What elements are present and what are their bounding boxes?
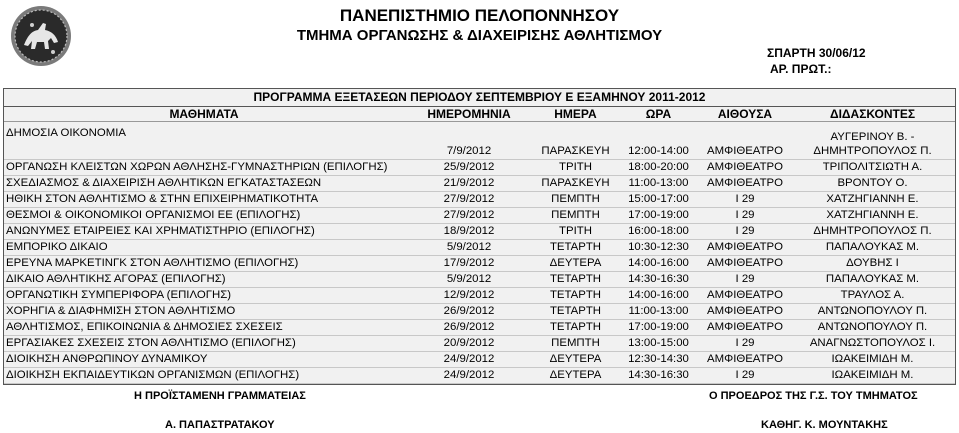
date-cell: 24/9/2012	[404, 368, 534, 384]
date-cell: 27/9/2012	[404, 208, 534, 224]
date-cell: 26/9/2012	[404, 304, 534, 320]
room-cell: Ι 29	[700, 192, 790, 208]
teacher-cell: ΧΑΤΖΗΓΙΑΝΝΗ Ε.	[790, 208, 955, 224]
course-cell: ΔΗΜΟΣΙΑ ΟΙΚΟΝΟΜΙΑ	[4, 122, 404, 160]
teacher-line: ΔΗΜΗΤΡΟΠΟΥΛΟΣ Π.	[813, 145, 932, 157]
time-cell: 14:30-16:30	[617, 272, 700, 288]
table-row	[4, 192, 955, 208]
col-day: ΗΜΕΡΑ	[534, 107, 617, 122]
teacher-cell: ΑΝΤΩΝΟΠΟΥΛΟΥ Π.	[790, 320, 955, 336]
time-cell: 12:00-14:00	[617, 122, 700, 160]
table-row	[4, 304, 955, 320]
room-cell: Ι 29	[700, 272, 790, 288]
table-row	[4, 160, 955, 176]
table-row	[4, 240, 955, 256]
date-cell: 21/9/2012	[404, 176, 534, 192]
table-row	[4, 368, 955, 384]
secretariat-head-title: Η ΠΡΟΪΣΤΑΜΕΝΗ ΓΡΑΜΜΑΤΕΙΑΣ	[134, 390, 306, 402]
room-cell: ΑΜΦΙΘΕΑΤΡΟ	[700, 304, 790, 320]
protocol-number: ΑΡ. ΠΡΩΤ.:	[770, 62, 832, 76]
teacher-cell: ΙΩΑΚΕΙΜΙΔΗ Μ.	[790, 368, 955, 384]
course-cell: ΣΧΕΔΙΑΣΜΟΣ & ΔΙΑΧΕΙΡΙΣΗ ΑΘΛΗΤΙΚΩΝ ΕΓΚΑΤΑΣΤΑΣΕΩΝ	[4, 176, 404, 192]
day-cell: ΠΕΜΠΤΗ	[534, 208, 617, 224]
col-time: ΩΡΑ	[617, 107, 700, 122]
table-row	[4, 208, 955, 224]
day-cell: ΠΕΜΠΤΗ	[534, 336, 617, 352]
room-cell: Ι 29	[700, 368, 790, 384]
teacher-cell: ΤΡΑΥΛΟΣ Α.	[790, 288, 955, 304]
date-cell: 25/9/2012	[404, 160, 534, 176]
room-cell: ΑΜΦΙΘΕΑΤΡΟ	[700, 352, 790, 368]
date-cell: 12/9/2012	[404, 288, 534, 304]
time-cell: 14:00-16:00	[617, 288, 700, 304]
time-cell: 16:00-18:00	[617, 224, 700, 240]
secretariat-head-name: Α. ΠΑΠΑΣΤΡΑΤΑΚΟΥ	[165, 419, 275, 431]
room-cell: Ι 29	[700, 208, 790, 224]
day-cell: ΔΕΥΤΕΡΑ	[534, 352, 617, 368]
course-cell: ΕΡΕΥΝΑ ΜΑΡΚΕΤΙΝΓΚ ΣΤΟΝ ΑΘΛΗΤΙΣΜΟ (ΕΠΙΛΟΓΗΣ)	[4, 256, 404, 272]
schedule-table	[4, 107, 955, 384]
university-title: ΠΑΝΕΠΙΣΤΗΜΙΟ ΠΕΛΟΠΟΝΝΗΣΟΥ	[339, 6, 620, 25]
time-cell: 14:00-16:00	[617, 256, 700, 272]
teacher-cell: ΑΝΤΩΝΟΠΟΥΛΟΥ Π.	[790, 304, 955, 320]
teacher-cell: ΔΗΜΗΤΡΟΠΟΥΛΟΣ Π.	[790, 224, 955, 240]
day-cell: ΤΕΤΑΡΤΗ	[534, 240, 617, 256]
teacher-cell: ΙΩΑΚΕΙΜΙΔΗ Μ.	[790, 352, 955, 368]
room-cell: ΑΜΦΙΘΕΑΤΡΟ	[700, 122, 790, 160]
date-cell: 7/9/2012	[404, 122, 534, 160]
course-cell: ΔΙΟΙΚΗΣΗ ΑΝΘΡΩΠΙΝΟΥ ΔΥΝΑΜΙΚΟΥ	[4, 352, 404, 368]
table-row	[4, 256, 955, 272]
course-cell: ΕΜΠΟΡΙΚΟ ΔΙΚΑΙΟ	[4, 240, 404, 256]
time-cell: 13:00-15:00	[617, 336, 700, 352]
course-cell: ΑΘΛΗΤΙΣΜΟΣ, ΕΠΙΚΟΙΝΩΝΙΑ & ΔΗΜΟΣΙΕΣ ΣΧΕΣΕΙΣ	[4, 320, 404, 336]
president-title: Ο ΠΡΟΕΔΡΟΣ ΤΗΣ Γ.Σ. ΤΟΥ ΤΜΗΜΑΤΟΣ	[709, 390, 918, 402]
date-cell: 27/9/2012	[404, 192, 534, 208]
day-cell: ΤΕΤΑΡΤΗ	[534, 272, 617, 288]
date-cell: 26/9/2012	[404, 320, 534, 336]
teacher-cell: ΠΑΠΑΛΟΥΚΑΣ Μ.	[790, 272, 955, 288]
table-row	[4, 224, 955, 240]
day-cell: ΤΕΤΑΡΤΗ	[534, 288, 617, 304]
room-cell: Ι 29	[700, 224, 790, 240]
course-cell: ΑΝΩΝΥΜΕΣ ΕΤΑΙΡΕΙΕΣ ΚΑΙ ΧΡΗΜΑΤΙΣΤΗΡΙΟ (ΕΠΙΛΟΓΗΣ)	[4, 224, 404, 240]
teacher-cell: ΤΡΙΠΟΛΙΤΣΙΩΤΗ Α.	[790, 160, 955, 176]
date-cell: 5/9/2012	[404, 240, 534, 256]
course-cell: ΗΘΙΚΗ ΣΤΟΝ ΑΘΛΗΤΙΣΜΟ & ΣΤΗΝ ΕΠΙΧΕΙΡΗΜΑΤΙΚΟΤΗΤΑ	[4, 192, 404, 208]
course-cell: ΔΙΚΑΙΟ ΑΘΛΗΤΙΚΗΣ ΑΓΟΡΑΣ (ΕΠΙΛΟΓΗΣ)	[4, 272, 404, 288]
time-cell: 11:00-13:00	[617, 176, 700, 192]
table-row	[4, 272, 955, 288]
col-date: ΗΜΕΡΟΜΗΝΙΑ	[404, 107, 534, 122]
table-row	[4, 176, 955, 192]
course-cell: ΔΙΟΙΚΗΣΗ ΕΚΠΑΙΔΕΥΤΙΚΩΝ ΟΡΓΑΝΙΣΜΩΝ (ΕΠΙΛΟΓΗΣ)	[4, 368, 404, 384]
time-cell: 10:30-12:30	[617, 240, 700, 256]
time-cell: 18:00-20:00	[617, 160, 700, 176]
time-cell: 17:00-19:00	[617, 208, 700, 224]
room-cell: Ι 29	[700, 336, 790, 352]
teacher-cell	[790, 122, 955, 160]
room-cell: ΑΜΦΙΘΕΑΤΡΟ	[700, 176, 790, 192]
exam-schedule	[3, 88, 956, 385]
course-cell: ΘΕΣΜΟΙ & ΟΙΚΟΝΟΜΙΚΟΙ ΟΡΓΑΝΙΣΜΟΙ ΕΕ (ΕΠΙΛΟΓΗΣ)	[4, 208, 404, 224]
room-cell: ΑΜΦΙΘΕΑΤΡΟ	[700, 160, 790, 176]
date-cell: 24/9/2012	[404, 352, 534, 368]
teacher-cell: ΑΝΑΓΝΩΣΤΟΠΟΥΛΟΣ Ι.	[790, 336, 955, 352]
table-row	[4, 288, 955, 304]
schedule-title: ΠΡΟΓΡΑΜΜΑ ΕΞΕΤΑΣΕΩΝ ΠΕΡΙΟΔΟΥ ΣΕΠΤΕΜΒΡΙΟΥ Ε ΕΞΑΜΗΝΟΥ 2011-2012	[4, 89, 955, 107]
time-cell: 12:30-14:30	[617, 352, 700, 368]
course-cell: ΟΡΓΑΝΩΤΙΚΗ ΣΥΜΠΕΡΙΦΟΡΑ (ΕΠΙΛΟΓΗΣ)	[4, 288, 404, 304]
day-cell: ΔΕΥΤΕΡΑ	[534, 256, 617, 272]
table-row	[4, 352, 955, 368]
date-cell: 18/9/2012	[404, 224, 534, 240]
col-course: ΜΑΘΗΜΑΤΑ	[4, 107, 404, 122]
date-cell: 20/9/2012	[404, 336, 534, 352]
day-cell: ΤΕΤΑΡΤΗ	[534, 304, 617, 320]
teacher-cell: ΧΑΤΖΗΓΙΑΝΝΗ Ε.	[790, 192, 955, 208]
teacher-cell: ΔΟΥΒΗΣ Ι	[790, 256, 955, 272]
date-cell: 17/9/2012	[404, 256, 534, 272]
table-row	[4, 320, 955, 336]
teacher-line: ΑΥΓΕΡΙΝΟΥ Β. -	[830, 131, 915, 143]
room-cell: ΑΜΦΙΘΕΑΤΡΟ	[700, 240, 790, 256]
day-cell: ΤΕΤΑΡΤΗ	[534, 320, 617, 336]
place-date: ΣΠΑΡΤΗ 30/06/12	[767, 46, 866, 60]
president-name: ΚΑΘΗΓ. Κ. ΜΟΥΝΤΑΚΗΣ	[761, 419, 888, 431]
course-cell: ΧΟΡΗΓΙΑ & ΔΙΑΦΗΜΙΣΗ ΣΤΟΝ ΑΘΛΗΤΙΣΜΟ	[4, 304, 404, 320]
room-cell: ΑΜΦΙΘΕΑΤΡΟ	[700, 320, 790, 336]
course-cell: ΕΡΓΑΣΙΑΚΕΣ ΣΧΕΣΕΙΣ ΣΤΟΝ ΑΘΛΗΤΙΣΜΟ (ΕΠΙΛΟΓΗΣ)	[4, 336, 404, 352]
time-cell: 17:00-19:00	[617, 320, 700, 336]
time-cell: 11:00-13:00	[617, 304, 700, 320]
time-cell: 15:00-17:00	[617, 192, 700, 208]
day-cell: ΠΕΜΠΤΗ	[534, 192, 617, 208]
col-teachers: ΔΙΔΑΣΚΟΝΤΕΣ	[790, 107, 955, 122]
date-cell: 5/9/2012	[404, 272, 534, 288]
time-cell: 14:30-16:30	[617, 368, 700, 384]
table-row	[4, 336, 955, 352]
col-room: ΑΙΘΟΥΣΑ	[700, 107, 790, 122]
day-cell: ΔΕΥΤΕΡΑ	[534, 368, 617, 384]
table-row	[4, 122, 955, 160]
day-cell: ΠΑΡΑΣΚΕΥΗ	[534, 122, 617, 160]
day-cell: ΠΑΡΑΣΚΕΥΗ	[534, 176, 617, 192]
department-title: ΤΜΗΜΑ ΟΡΓΑΝΩΣΗΣ & ΔΙΑΧΕΙΡΙΣΗΣ ΑΘΛΗΤΙΣΜΟΥ	[296, 27, 663, 44]
header-row	[4, 107, 955, 122]
day-cell: ΤΡΙΤΗ	[534, 160, 617, 176]
room-cell: ΑΜΦΙΘΕΑΤΡΟ	[700, 288, 790, 304]
room-cell: ΑΜΦΙΘΕΑΤΡΟ	[700, 256, 790, 272]
teacher-cell: ΒΡΟΝΤΟΥ Ο.	[790, 176, 955, 192]
day-cell: ΤΡΙΤΗ	[534, 224, 617, 240]
teacher-cell: ΠΑΠΑΛΟΥΚΑΣ Μ.	[790, 240, 955, 256]
course-cell: ΟΡΓΑΝΩΣΗ ΚΛΕΙΣΤΩΝ ΧΩΡΩΝ ΑΘΛΗΣΗΣ-ΓΥΜΝΑΣΤΗΡΙΩΝ (ΕΠΙΛΟΓΗΣ)	[4, 160, 404, 176]
